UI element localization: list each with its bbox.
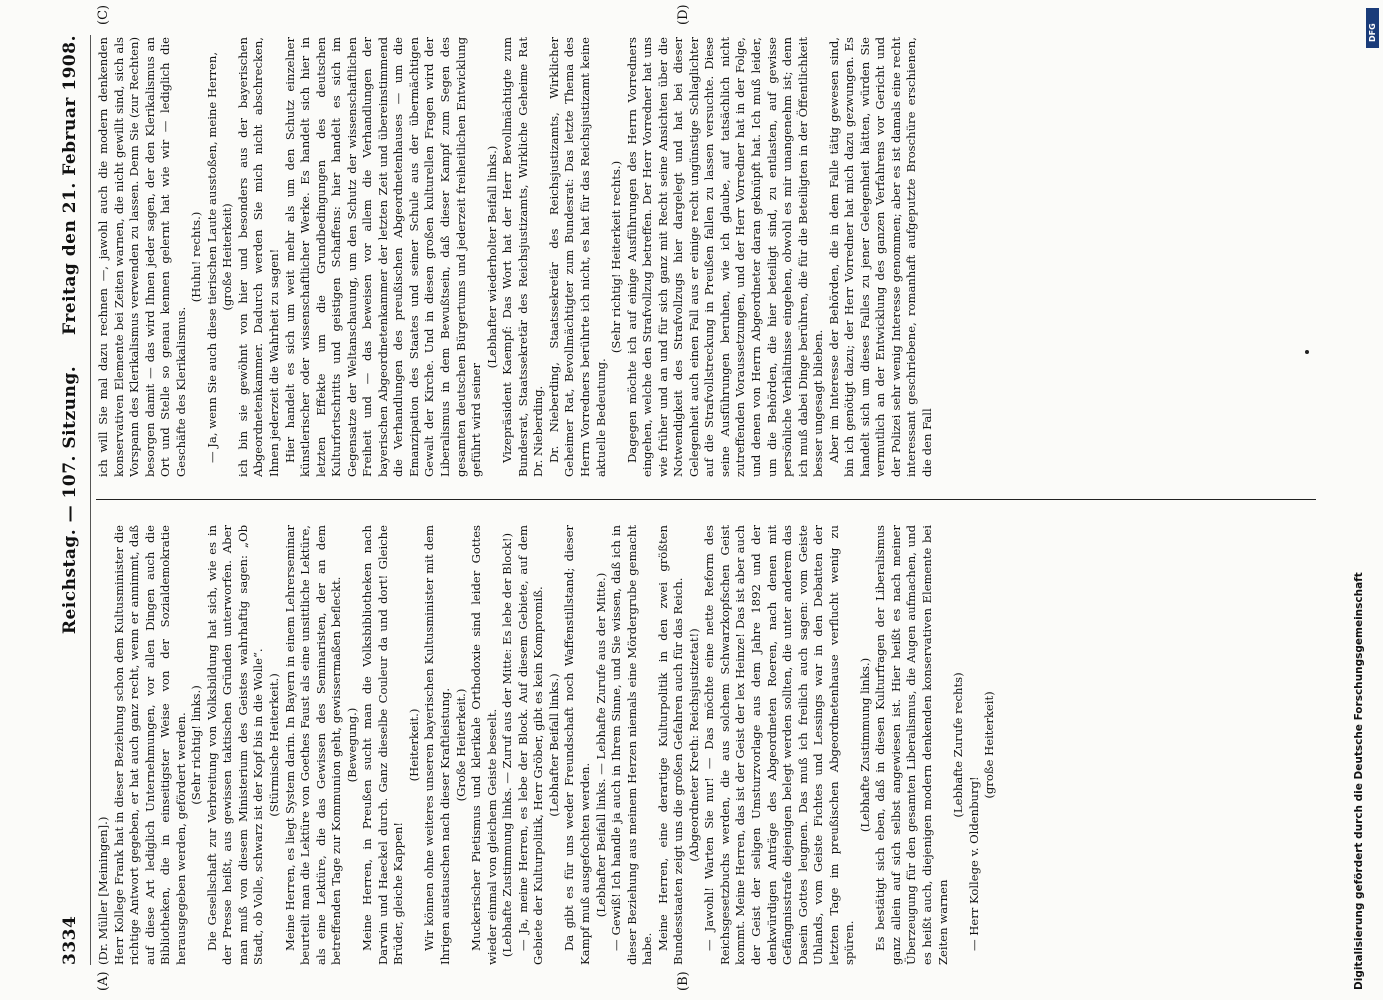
header-rule [90, 35, 91, 965]
digitization-note [1340, 0, 1380, 1000]
margin-mark-c: (C) [96, 4, 111, 25]
page-number: 3334 [60, 915, 80, 965]
paragraph: Muckerischer Pietismus und klerikale Orthodoxie sind leider Gottes wieder einmal von gleichem Geiste beseelt. [469, 525, 499, 965]
interjection: (Stürmische Heiterkeit.) [267, 673, 282, 817]
interjection: (Lebhafte Zustimmung links.) [857, 657, 872, 833]
left-column [96, 525, 1316, 965]
paragraph: Da gibt es für uns weder Freundschaft noch Waffenstillstand; dieser Kampf muß ausgefochten werden. [562, 525, 592, 965]
interjection: (Lebhafte Zustimmung links. — Zuruf aus der Mitte: Es lebe der Block!) [500, 532, 515, 958]
paragraph: Dagegen möchte ich auf einige Ausführungen des Herrn Vorredners eingehen, welche den Strafvollzug betreffen. Der Herr Vorredner hat uns wie früher und an und für sich ganz mit Recht seine Ansichten über die Notwendigkeit des Strafvollzugs hier dargelegt und hat bei dieser Gelegenheit auch einen Fall aus er einige recht ungünstige Schlaglichter auf die Strafvollstreckung in Preußen fallen zu lassen versuchte. Diese seine Ausführungen beruhen, wie ich glaube, auf tatsächlich nicht zutreffenden Voraussetzungen, und der Herr Vorredner hat in der Folge, und denen von Herrn Abgeordneter daran geknüpft hat. Ich muß leider, um die Behörden, die hier beteiligt sind, zu entlasten, auf gewisse persönliche Verhältnisse eingehen, obwohl es mir unangenehm ist; denn ich muß dabei Dinge berühren, die für die Beteiligten in der Öffentlichkeit besser ungesagt blieben. [624, 37, 826, 477]
paragraph: Dr. Nieberding, Staatssekretär des Reichsjustizamts, Wirklicher Geheimer Rat, Bevollmächtigter zum Bundesrat: Das letzte Thema des Herrn Vorredners berührte ich nicht, es hat für das Reichsjustizamt keine aktuelle Bedeutung. [546, 37, 608, 477]
running-header [56, 35, 86, 965]
paragraph: Es bestätigt sich eben, daß in diesen Kulturfragen der Liberalismus ganz allein auf sich selbst angewiesen ist. Hier heißt es nach meiner Überzeugung für den gesamten Liberalismus, die Augen aufmachen, und es heißt auch, diejenigen modern denkenden konservativen Elemente bei Zeiten warnen [873, 525, 950, 965]
right-column [96, 37, 1316, 477]
dfg-logo-text: DFG [1368, 23, 1377, 42]
paragraph: ich bin sie gewöhnt von hier und besonders aus der bayerischen Abgeordnetenkammer. Dadurch werden Sie mich nicht abschrecken, Ihnen jederzeit die Wahrheit zu sagen! [235, 37, 282, 477]
interjection: (große Heiterkeit) [982, 691, 997, 799]
paragraph: — Ja, wenn Sie auch diese tierischen Laute ausstoßen, meine Herren, [204, 51, 219, 463]
interjection: (Lebhafter wiederholter Beifall links.) [484, 145, 499, 369]
paragraph: Herr Kollege Frank hat in dieser Beziehung schon dem Kultusminister die richtige Antwort gegeben, er hat auch ganz recht, wenn er annimmt, daß auf diese Art lediglich Unternehmungen, vor allen Dingen auch die Bibliotheken, die in einseitigster Weise von der Sozialdemokratie herausgegeben werden, gefördert werden. [111, 525, 188, 965]
margin-mark-b: (B) [676, 971, 691, 991]
interjection: (Abgeordneter Kreth: Reichsjustizetat!) [686, 628, 701, 862]
interjection: (Lebhafter Beifall links. — Lebhafte Zurufe aus der Mitte.) [593, 572, 608, 918]
interjection: (Lebhafte Zurufe rechts) [951, 672, 966, 818]
paragraph: — Herr Kollege v. Oldenburg! [966, 776, 981, 951]
paragraph: — Gewiß! Ich handle ja auch in Ihrem Sinne, und Sie wissen, daß ich in dieser Beziehung aus meinem Herzen niemals eine Mördergrube gemacht habe. [609, 525, 655, 965]
interjection: (große Heiterkeit) [220, 203, 235, 311]
paragraph: Meine Herren, eine derartige Kulturpolitik in den zwei größten Bundesstaaten zeigt uns die großen Gefahren auch für das Reich. [655, 525, 686, 965]
margin-mark-d: (D) [676, 4, 691, 25]
interjection: (Bewegung.) [344, 707, 359, 783]
paragraph: — Ja, meine Herren, es lebe der Block. Auf diesem Gebiete, auf dem Gebiete der Kulturpolitik, Herr Gröber, gibt es kein Kompromiß. [515, 525, 546, 965]
interjection: (Huhu! rechts.) [189, 211, 204, 303]
paragraph: Meine Herren, in Preußen sucht man die Volksbibliotheken nach Darwin und Haeckel durch. Ganz dieselbe Couleur da und dort! Gleiche Brüder, gleiche Kappen! [360, 525, 406, 965]
paragraph: Vizepräsident Kaempf: Das Wort hat der Herr Bevollmächtigte zum Bundesrat, Staatssekretär des Reichsjustizamts, Wirkliche Geheime Rat Dr. Nieberding. [500, 37, 546, 477]
dfg-logo [1366, 8, 1379, 48]
interjection: (Lebhafter Beifall links.) [546, 673, 561, 817]
margin-mark-a: (A) [96, 971, 111, 991]
paragraph: Die Gesellschaft zur Verbreitung von Volksbildung hat sich, wie es in der Presse heißt, aus gewissen taktischen Gründen unterworfen. Aber man muß von diesem Ministerium des Geistes wahrhaftig sagen: „Ob Stadt, ob Volle, schwarz ist der Kopf bis in die Wolle“. [204, 525, 266, 965]
column-divider [96, 499, 1316, 500]
paragraph: Aber im Interesse der Behörden, die in dem Falle tätig gewesen sind, bin ich genötigt dazu; der Herr Vorredner hat mich dazu gezwungen. Es handelt sich um dieses Falles zu jener Gelegenheit hätten, würden Sie vermutlich an der Entwicklung des ganzen Verfahrens vor Gericht und der Polizei sehr wenig Interesse genommen; aber es ist damals eine recht interessant geschriebene, romanhaft aufgeputzte Broschüre erschienen, die den Fall [826, 37, 934, 477]
print-speck [1305, 350, 1309, 354]
paragraph: Hier handelt es sich um weit mehr als um den Schutz einzelner künstlerischer oder wissenschaftlicher Werke. Es handelt sich hier in letzten Effekte um die Grundbedingungen des deutschen Kulturfortschritts und geistigen Schaffens: hier handelt es sich im Gegensatze der Weltanschauung, um den Schutz der wissenschaftlichen Freiheit und — das beweisen vor allem die Verhandlungen der bayerischen Abgeordnetenkammer der letzten Zeit und übereinstimmend die Verhandlungen des preußischen Abgeordnetenhauses — um die Emanzipation des Staates und seiner Schule aus der übermächtigen Gewalt der Kirche. Und in diesen großen kulturellen Fragen wird der Liberalismus in dem Bewußtsein, daß dieser Kampf zum Segen des gesamten deutschen Bürgertums und jederzeit freiheitlichen Entwicklung geführt wird seiner [282, 37, 484, 477]
paragraph: Wir können ohne weiteres unseren bayerischen Kultusminister mit dem Ihrigen austauschen nach dieser Kraftleistung. [422, 525, 453, 965]
paragraph: — Jawohl! Warten Sie nur! — Das möchte eine nette Reform des Reichsgesetzbuchs werden, die aus solchem Schwarzkopfschen Geist kommt. Meine Herren, das ist der Geist der lex Heinze! Das ist aber auch der Geist der seligen Umsturzvorlage aus dem Jahre 1892 und der denkwürdigen Anträge des Abgeordneten Roeren, nach denen mit Gefängnisstrafe diejenigen belegt werden sollten, die unter anderem das Dasein Gottes leugnen. Das muß ich freilich auch sagen: vom Geiste Uhlands, vom Geiste Fichtes und Lessings war in den Debatten der letzten Tage im preußischen Abgeordnetenhause verflucht wenig zu spüren. [702, 525, 857, 965]
session-title: Reichstag. — 107. Sitzung. [60, 365, 80, 635]
page-content [56, 4, 1326, 991]
interjection: (Sehr richtig! links.) [189, 685, 204, 805]
interjection: (Sehr richtig! Heiterkeit rechts.) [609, 160, 624, 354]
paragraph: Meine Herren, es liegt System darin. In Bayern in einem Lehrerseminar beurteilt man die Lektüre von Goethes Faust als eine unsittliche Lektüre, als eine Lektüre, die das Gewissen des Seminaristen, der an dem betreffenden Tage zur Kommunion geht, gewissermaßen befleckt. [282, 525, 344, 965]
session-date: Freitag den 21. Februar 1908. [60, 35, 80, 335]
interjection: (Große Heiterkeit.) [453, 688, 468, 802]
interjection: (Heiterkeit.) [406, 708, 421, 782]
paragraph: (Dr. Müller [Meiningen].) [96, 816, 110, 965]
digitization-note-text: Digitalisierung gefördert durch die Deutsche Forschungsgemeinschaft [1353, 572, 1365, 990]
paragraph: ich will Sie mal dazu rechnen —, jawohl auch die modern denkenden konservativen Elemente bei Zeiten warnen, die nicht gewillt sind, sich als Vorspann des Klerikalismus verwenden zu lassen. Denn Sie (zur Rechten) besorgen damit — das wird Ihnen jeder sagen, der den Klerikalismus an Ort und Stelle so genau kennen gelernt hat wie wir — lediglich die Geschäfte des Klerikalismus. [96, 37, 188, 477]
